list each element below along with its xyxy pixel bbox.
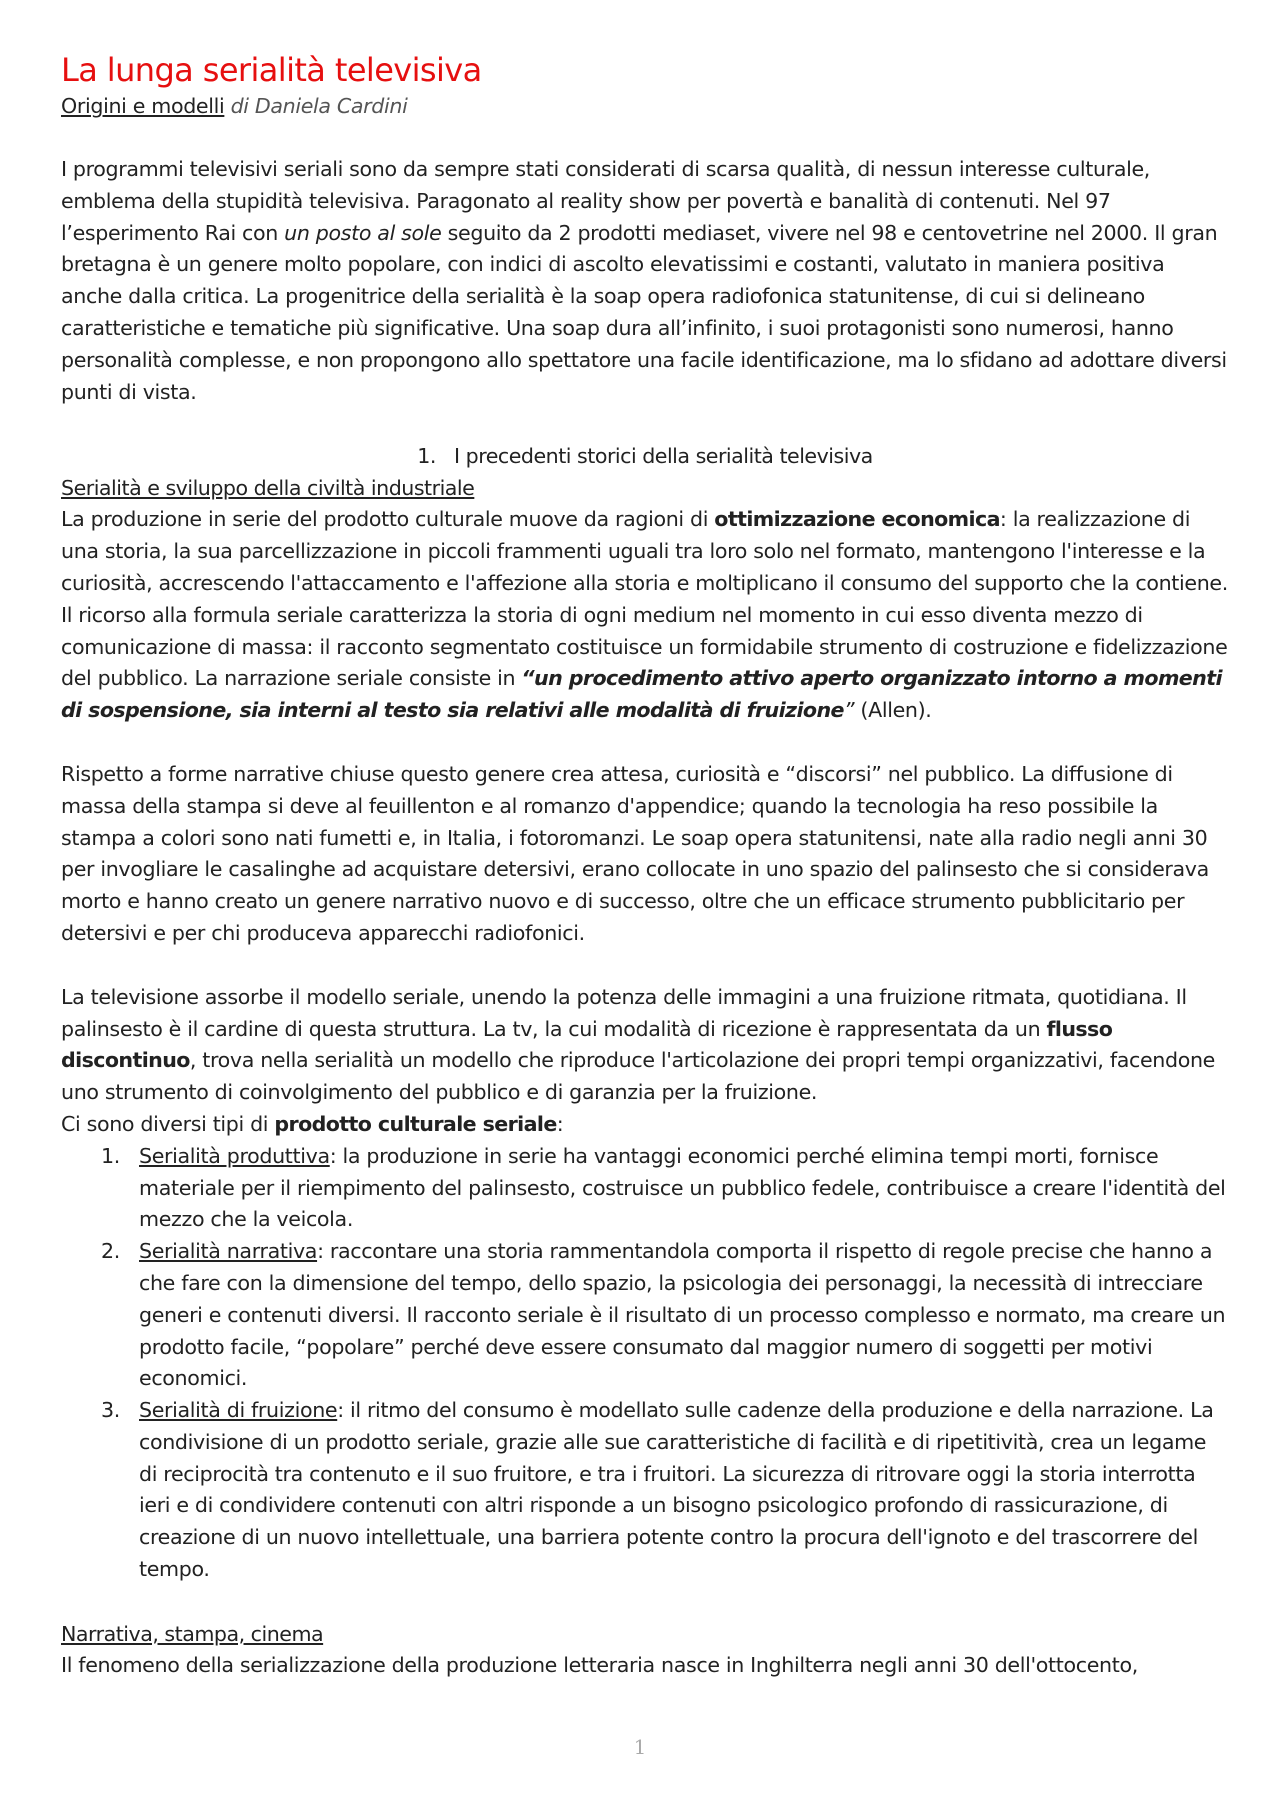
spacer (61, 950, 1229, 982)
paragraph-text: La televisione assorbe il modello seriale, unendo la potenza delle immagini a una fruizione ritmata, quotidiana. Il palinsesto è il cardine di questa struttura. La tv, la cui modalità di ricezione è rappresentata da un (61, 984, 1187, 1041)
list-text: : il ritmo del consumo è modellato sulle cadenze della produzione e della narrazione. La condivisione di un prodotto seriale, grazie alle sue caratteristiche di facilità e di ripetitività, crea un legame di reciprocità tra contenuto e il suo fruitore, e tra i fruitori. La sicurezza di ritrovare oggi la storia interrotta ieri e di condividere contenuti con altri risponde a un bisogno psicologico profondo di rassicurazione, di creazione di un nuovo intellettuale, una barriera potente contro la procura dell'ignoto e del trascorrere del tempo. (139, 1398, 1214, 1582)
subtitle-main: Origini e modelli (61, 94, 225, 118)
paragraph-text: : (556, 1111, 564, 1136)
keyword-flusso: flusso discontinuo (61, 1016, 1113, 1073)
paragraph-narrative-forms: Rispetto a forme narrative chiuse questo genere crea attesa, curiosità e “discorsi” nel pubblico. La diffusione di massa della stampa si deve al feuillenton e al romanzo d'appendice; quando la tecnologia ha reso possibile la stampa a colori sono nati fumetti e, in Italia, i fotoromanzi. Le soap opera statunitensi, nate alla radio negli anni 30 per invogliare le casalinghe ad acquistare detersivi, erano collocate in uno spazio del palinsesto che si considerava morto e hanno creato un genere narrativo nuovo e di successo, oltre che un efficace strumento pubblicitario per detersivi e per chi produceva apparecchi radiofonici. (61, 761, 1209, 945)
keyword-economic: ottimizzazione economica (714, 507, 1000, 532)
list-item (61, 1395, 1229, 1586)
paragraph-text: Il ricorso alla formula seriale caratterizza la storia di ogni medium nel momento in cui esso diventa mezzo di comunicazione di massa: il racconto segmentato costituisce un formidabile strumento di costruzione e fidelizzazione del pubblico. La narrazione seriale consiste in (61, 602, 1228, 691)
page-content (61, 50, 1229, 1682)
subsection-heading-narrativa: Narrativa, stampa, cinema (61, 1621, 324, 1646)
spacer (61, 727, 1229, 759)
spacer (61, 122, 1229, 154)
spacer (61, 1586, 1229, 1618)
list-text: : la produzione in serie ha vantaggi economici perché elimina tempi morti, fornisce materiale per il riempimento del palinsesto, costruisce un pubblico fedele, contribuisce a creare l'identità del mezzo che la veicola. (139, 1143, 1226, 1232)
subsection-heading-industrial: Serialità e sviluppo della civiltà industriale (61, 476, 475, 501)
citation-allen: (Allen). (854, 698, 932, 723)
intro-text-2: seguito da 2 prodotti mediaset, vivere nel 98 e centovetrine nel 2000. Il gran bretagna è un genere molto popolare, con indici di ascolto elevatissimi e costanti, valutato in maniera positiva anche dalla critica. La progenitrice della serialità è la soap opera radiofonica statunitense, di cui si delineano caratteristiche e tematiche più significative. Una soap dura all’infinito, i suoi protagonisti sono numerosi, hanno personalità complesse, e non propongono allo spettatore una facile identificazione, ma lo sfidano ad adottare diversi punti di vista. (61, 220, 1227, 404)
paragraph-types-intro (61, 1109, 1229, 1141)
list-number: 2. (101, 1239, 120, 1264)
paragraph-text: : la realizzazione di una storia, la sua parcellizzazione in piccoli frammenti uguali tra loro solo nel formato, mantengono l'interesse e la curiosità, accrescendo l'attaccamento e l'affezione alla storia e moltiplicano il consumo del supporto che la contiene. (61, 507, 1228, 595)
document-subtitle (61, 90, 1229, 122)
paragraph-economic (61, 504, 1229, 599)
paragraph-text: , trova nella serialità un modello che riproduce l'articolazione dei propri tempi organizzativi, facendone uno strumento di coinvolgimento del pubblico e di garanzia per la fruizione. (61, 1048, 1215, 1105)
quote-close: ” (843, 698, 855, 723)
paragraph-serialization: Il fenomeno della serializzazione della produzione letteraria nasce in Inghilterra negli anni 30 dell'ottocento, (61, 1652, 1138, 1677)
intro-text-1: I programmi televisivi seriali sono da sempre stati considerati di scarsa qualità, di nessun interesse culturale, emblema della stupidità televisiva. Paragonato al reality show per povertà e banalità di contenuti. Nel 97 l’esperimento Rai con (61, 157, 1150, 245)
spacer (61, 408, 1229, 440)
section-heading (61, 440, 1229, 472)
document-title: La lunga serialità televisiva (61, 51, 482, 89)
list-number: 3. (101, 1398, 120, 1423)
paragraph-medium (61, 600, 1229, 727)
paragraph-television (61, 982, 1229, 1109)
intro-paragraph (61, 154, 1229, 408)
list-text: : raccontare una storia rammentandola comporta il rispetto di regole precise che hanno a che fare con la dimensione del tempo, dello spazio, la psicologia dei personaggi, la necessità di intrecciare generi e contenuti diversi. Il racconto seriale è il risultato di un processo complesso e normato, ma creare un prodotto facile, “popolare” perché deve essere consumato dal maggior numero di soggetti per motivi economici. (139, 1239, 1226, 1391)
list-term: Serialità di fruizione (139, 1398, 338, 1423)
page-number: 1 (633, 1735, 647, 1759)
section-number: 1. (417, 444, 436, 469)
list-term: Serialità narrativa (139, 1239, 318, 1264)
list-item (61, 1141, 1229, 1236)
section-title: I precedenti storici della serialità televisiva (454, 444, 873, 469)
quote-allen: “un procedimento attivo aperto organizzato intorno a momenti di sospensione, sia interni al testo sia relativi alle modalità di fruizione (61, 666, 1222, 723)
intro-italic-title: un posto al sole (284, 220, 442, 245)
list-item (61, 1236, 1229, 1395)
list-term: Serialità produttiva (139, 1143, 330, 1168)
seriality-types-list (61, 1141, 1229, 1586)
subtitle-author: di Daniela Cardini (230, 94, 408, 118)
paragraph-text: Ci sono diversi tipi di (61, 1111, 275, 1136)
list-number: 1. (101, 1143, 120, 1168)
keyword-prodotto: prodotto culturale seriale (274, 1111, 557, 1136)
paragraph-text: La produzione in serie del prodotto culturale muove da ragioni di (61, 507, 715, 532)
